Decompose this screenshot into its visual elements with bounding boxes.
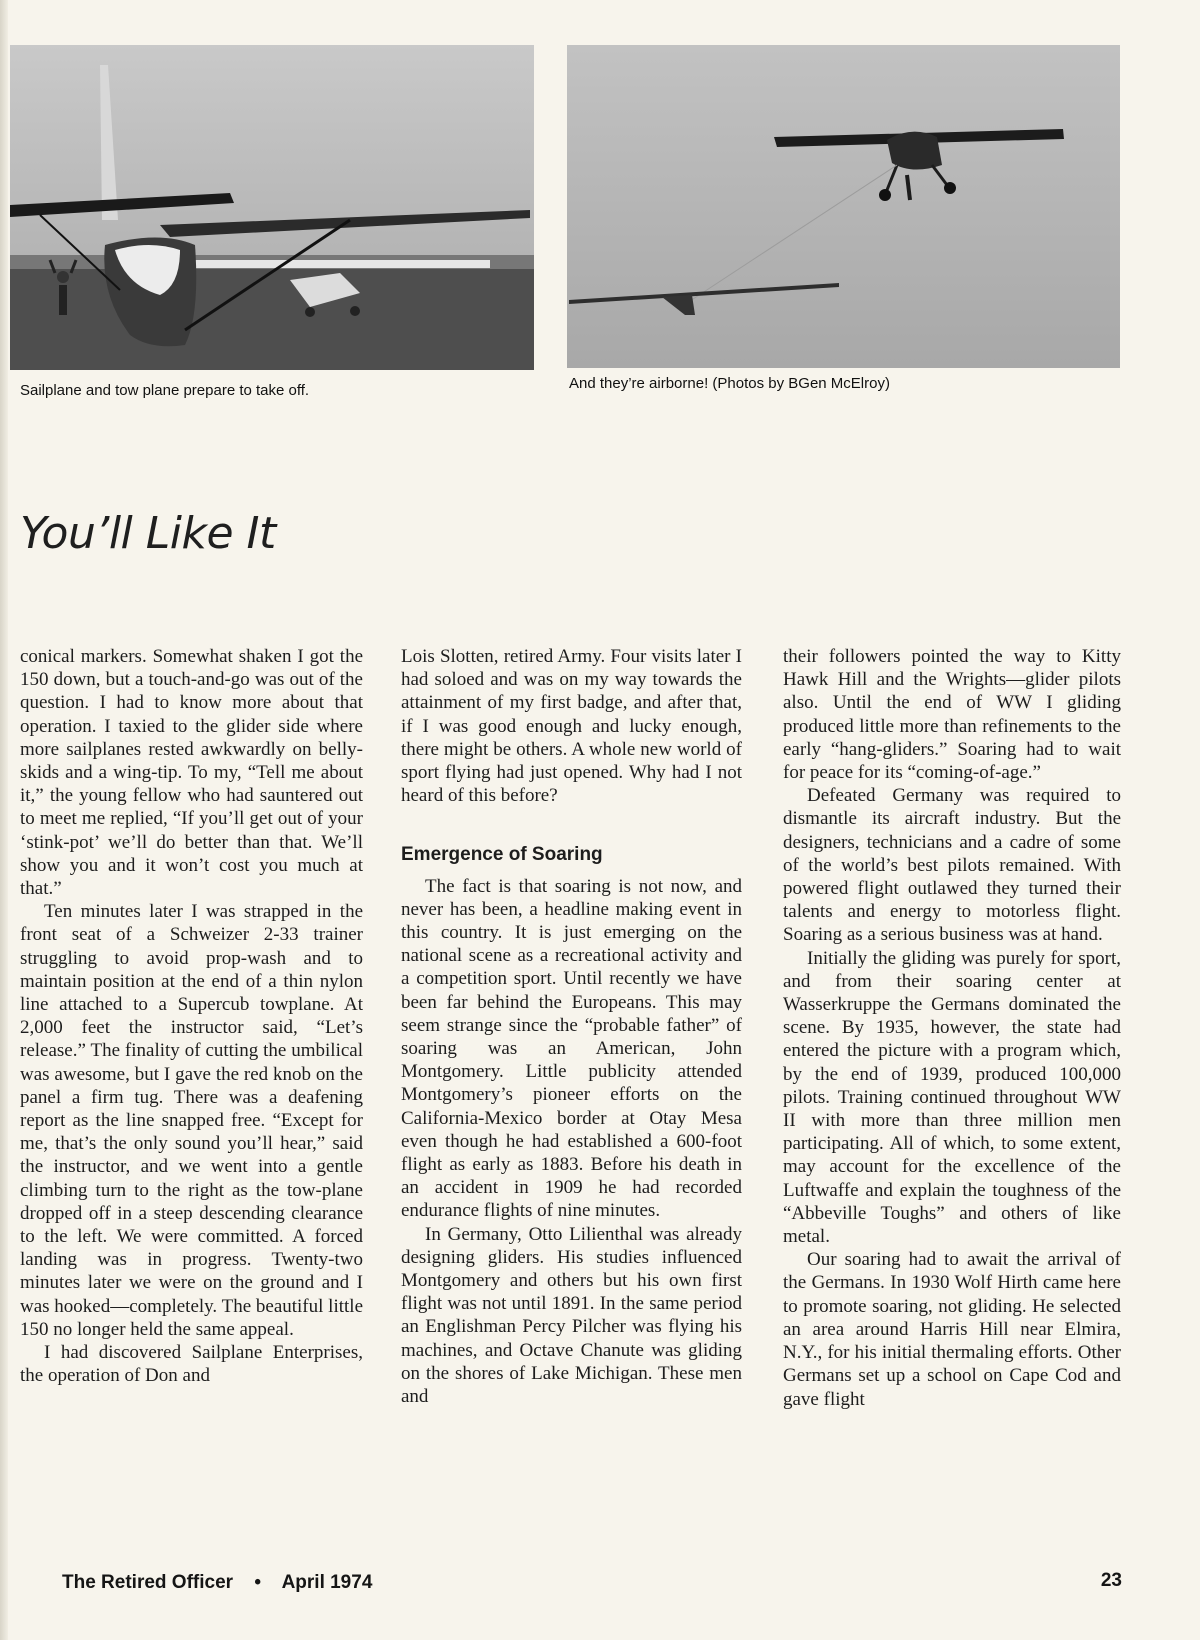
aircraft-airborne-illustration xyxy=(567,45,1120,368)
paragraph: Lois Slotten, retired Army. Four visits later I had soloed and was on my way towards the attainment of my first badge, and after that, if I was good enough and lucky enough, there might be others. A whole new world of sport flying had just opened. Why had I not heard of this before? xyxy=(401,646,742,807)
section-heading: Emergence of Soaring xyxy=(401,844,603,866)
paragraph: Our soaring had to await the arrival of the Germans. In 1930 Wolf Hirth came here to promote soaring, not gliding. He selected an area around Harris Hill near Elmira, N.Y., for his initial thermaling efforts. Other Germans set up a school on Cape Cod and gave flight xyxy=(783,1249,1121,1410)
publication-name: The Retired Officer xyxy=(62,1572,234,1593)
sailplane-ground-illustration xyxy=(10,45,534,370)
page-number: 23 xyxy=(1100,1570,1122,1591)
photo-aircraft-airborne xyxy=(567,45,1120,368)
paragraph: Defeated Germany was required to dismantle its aircraft industry. But the designers, technicians and a cadre of some of the world’s best pilots remained. With powered flight outlawed they turned their talents and energy to motorless flight. Soaring as a serious business was at hand. xyxy=(783,785,1121,946)
page-footer xyxy=(62,1572,372,1594)
article-column-1 xyxy=(20,645,363,1555)
paragraph: Ten minutes later I was strapped in the front seat of a Schweizer 2-33 trainer struggling to avoid prop-wash and to maintain position at the end of a thin nylon line attached to a Supercub towplane. At 2,000 feet the instructor said, “Let’s release.” The finality of cutting the umbilical was awesome, but I gave the red knob on the panel a firm tug. There was a deafening report as the line snapped free. “Except for me, that’s the only sound you’ll hear,” said the instructor, and we went into a gentle climbing turn to the right as the tow-plane dropped off in a steep descending clearance to the left. We were committed. A forced landing was in progress. Twenty-two minutes later we were on the ground and I was hooked—completely. The beautiful little 150 no longer held the same appeal. xyxy=(20,901,363,1340)
paragraph: The fact is that soaring is not now, and never has been, a headline making event in this country. It is just emerging on the national scene as a recreational activity and a competition sport. Until recently we have been far behind the Europeans. This may seem strange since the “probable father” of soaring was an American, John Montgomery. Little publicity attended Montgomery’s pioneer efforts on the California-Mexico border at Otay Mesa even though he had established a 600-foot flight as early as 1883. Before his death in an accident in 1909 he had recorded endurance flights of nine minutes. xyxy=(401,875,742,1222)
article-title: You’ll Like It xyxy=(20,508,276,559)
paragraph: their followers pointed the way to Kitty Hawk Hill and the Wrights—glider pilots also. Until the end of WW I gliding produced little more than refinements to the early “hang-gliders.” Soaring had to wait for peace for its “coming-of-age.” xyxy=(783,646,1121,784)
article-column-3 xyxy=(783,645,1121,1555)
paragraph: I had discovered Sailplane Enterprises, the operation of Don and xyxy=(20,1342,363,1387)
photo-sailplane-ground xyxy=(10,45,534,370)
photo-caption-right: And they’re airborne! (Photos by BGen McElroy) xyxy=(569,375,890,392)
page-binding-edge xyxy=(0,0,8,1640)
bullet-separator-icon: • xyxy=(254,1572,261,1593)
photo-caption-left: Sailplane and tow plane prepare to take off. xyxy=(20,382,310,399)
publication-date: April 1974 xyxy=(281,1572,373,1593)
paragraph: conical markers. Somewhat shaken I got the 150 down, but a touch-and-go was out of the question. I had to know more about that operation. I taxied to the glider side where more sailplanes rested awkwardly on belly-skids and a wing-tip. To my, “Tell me about it,” the young fellow who had sauntered out to meet me replied, “If you’ll get out of your ‘stink-pot’ we’ll do better than that. We’ll show you and it won’t cost you much at that.” xyxy=(20,646,363,900)
paragraph: In Germany, Otto Lilienthal was already designing gliders. His studies influenced Montgomery and others but his own first flight was not until 1891. In the same period an Englishman Percy Pilcher was flying his machines, and Octave Chanute was gliding on the shores of Lake Michigan. These men and xyxy=(401,1223,742,1408)
paragraph: Initially the gliding was purely for sport, and from their soaring center at Wasserkruppe the Germans dominated the scene. By 1935, however, the state had entered the picture with a program which, by the end of 1939, produced 100,000 pilots. Training continued throughout WW II with more than three million men participating. All of which, to some extent, may account for the excellence of the Luftwaffe and explain the toughness of the “Abbeville Toughs” and others of like metal. xyxy=(783,947,1121,1248)
article-column-2 xyxy=(401,645,742,1555)
